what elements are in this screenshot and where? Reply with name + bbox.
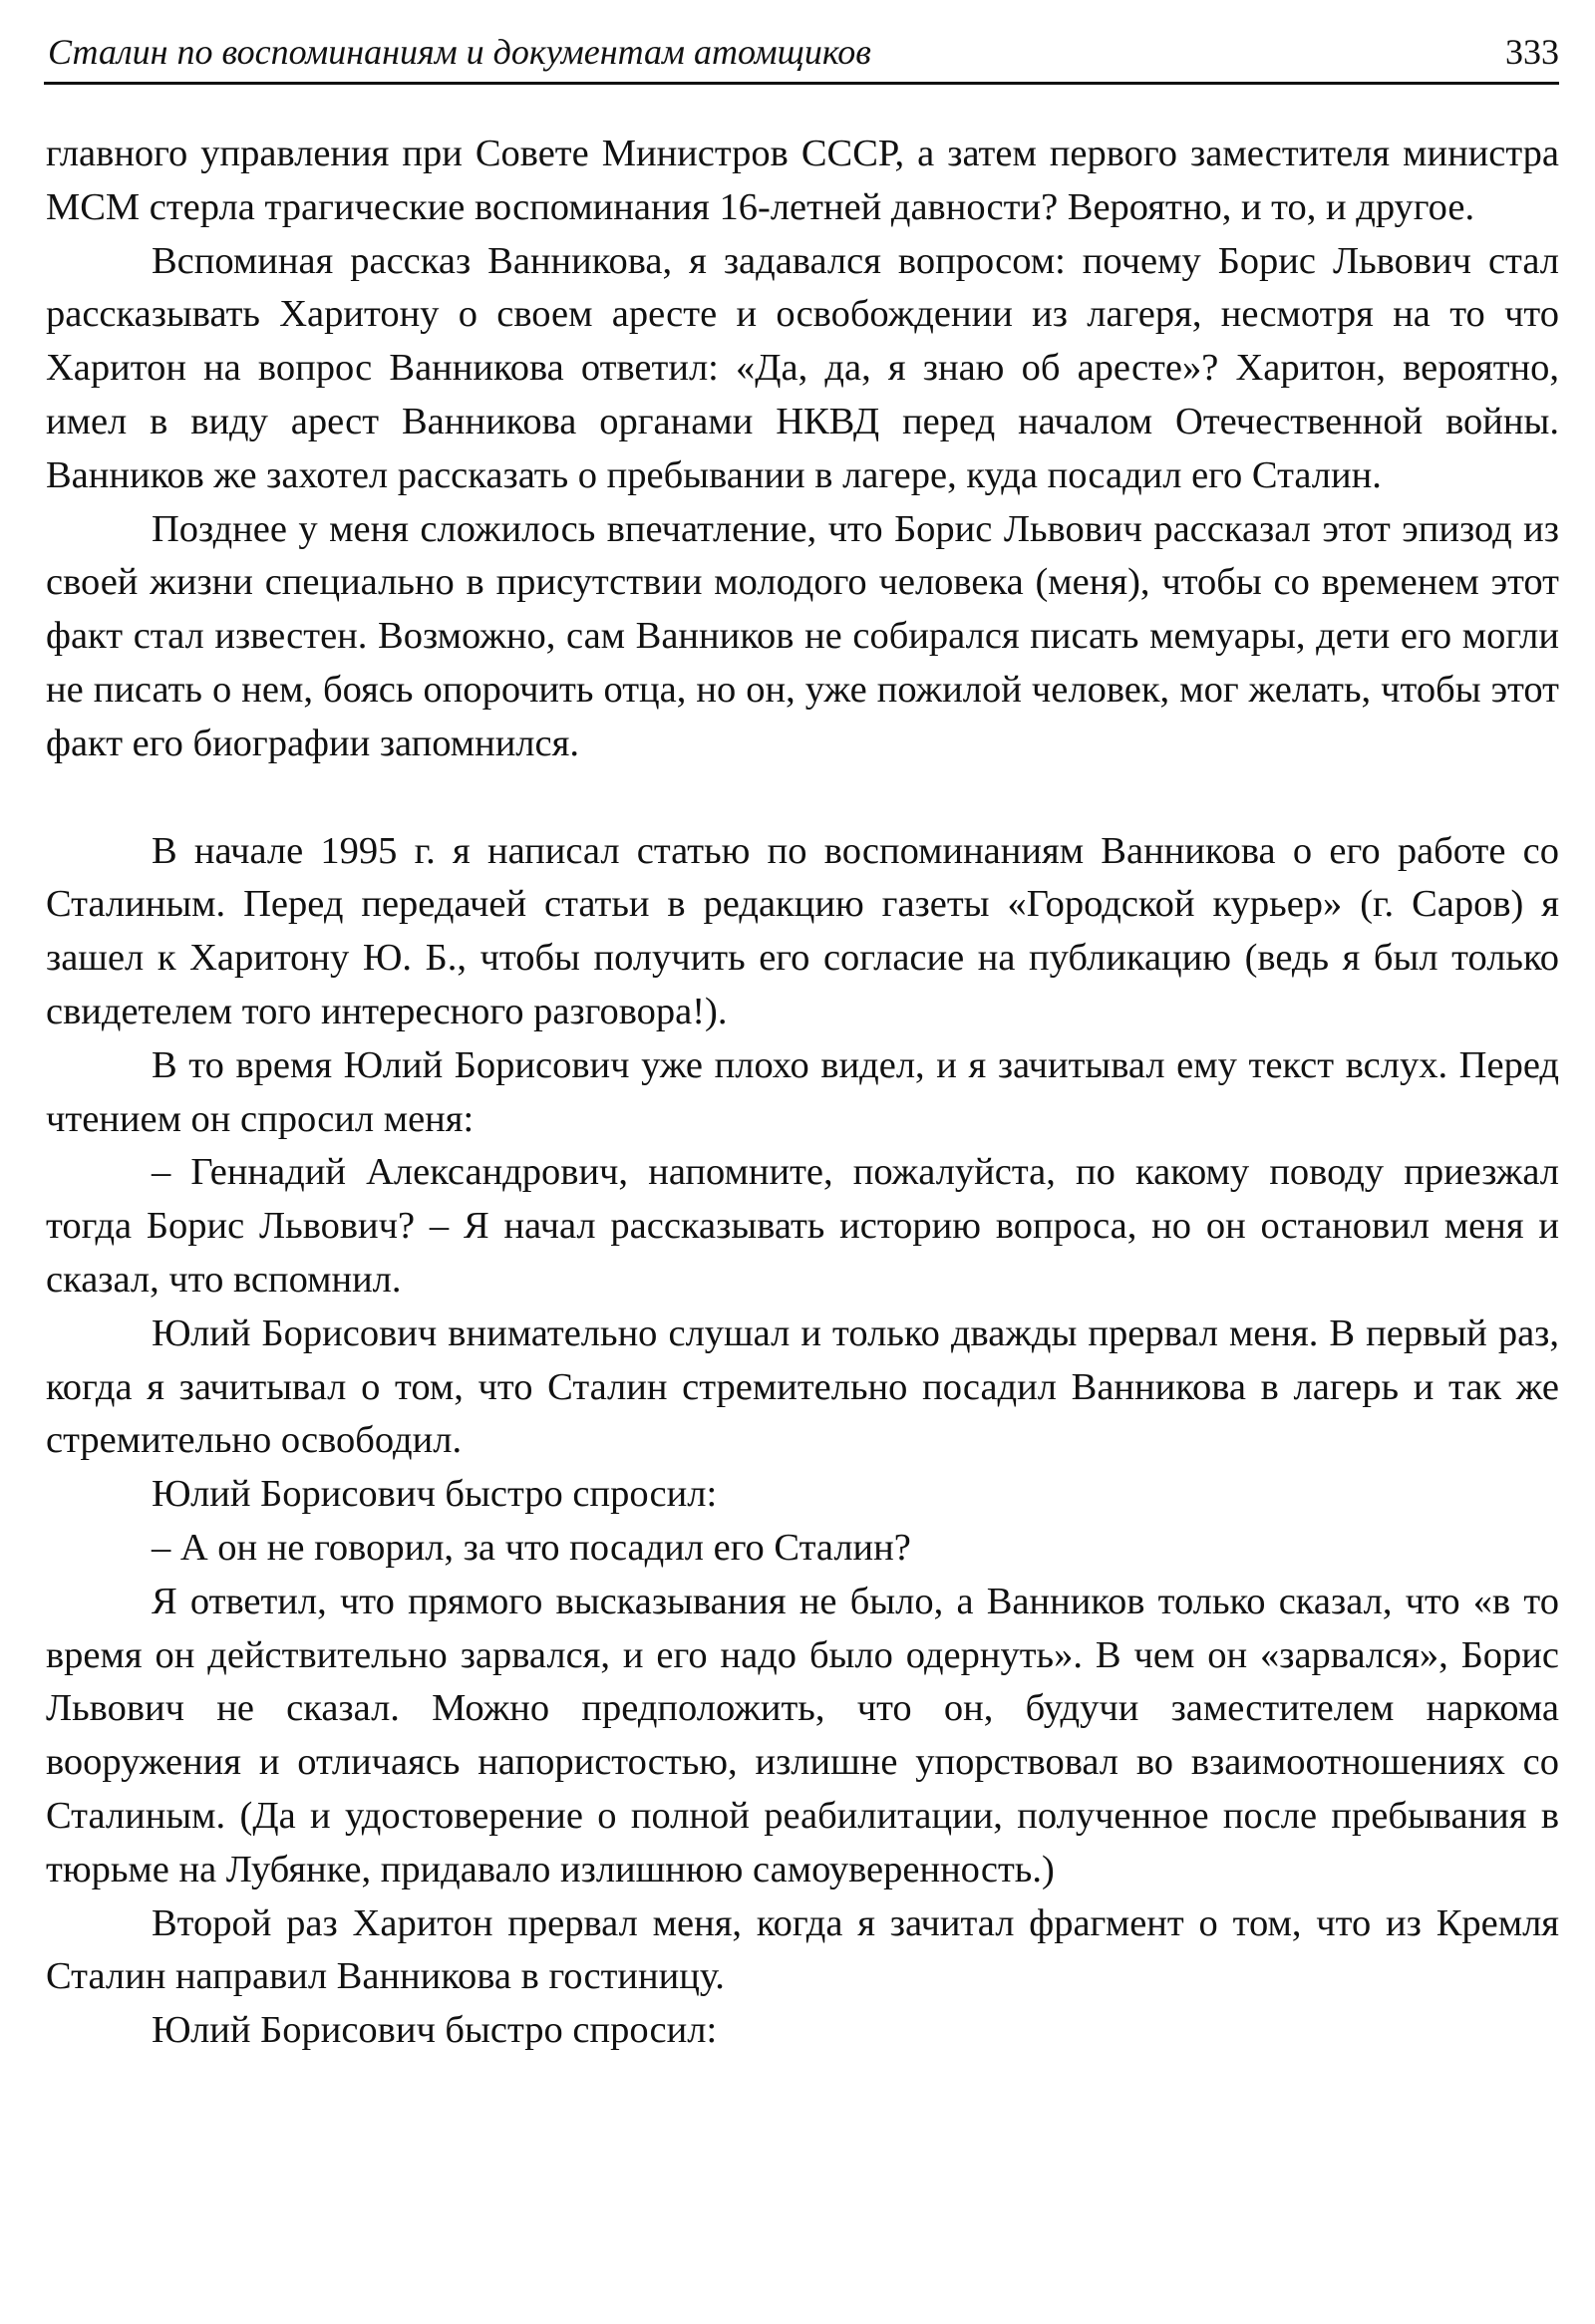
paragraph: Юлий Борисович внимательно слушал и только дважды прервал меня. В первый раз, когда я зачитывал о том, что Сталин стремительно посадил Ванникова в лагерь и так же стремительно освободил.: [46, 1311, 1559, 1462]
paragraph: Позднее у меня сложилось впечатление, что Борис Львович рассказал этот эпизод из своей жизни специально в присутствии молодого человека (меня), чтобы со временем этот факт стал известен. Возможно, сам Ванников не собирался писать мемуары, дети его могли не писать о нем, боясь опорочить отца, но он, уже пожилой человек, мог желать, чтобы этот факт его биографии запомнился.: [46, 507, 1559, 764]
paragraph: Второй раз Харитон прервал меня, когда я зачитал фрагмент о том, что из Кремля Сталин направил Ванникова в гостиницу.: [46, 1901, 1559, 1998]
dialogue-line: – А он не говорил, за что посадил его Сталин?: [152, 1526, 911, 1569]
paragraph: главного управления при Совете Министров СССР, а затем первого заместителя министра МСМ стерла трагические воспоминания 16-летней давности? Вероятно, и то, и другое.: [46, 133, 1559, 228]
paragraph: В то время Юлий Борисович уже плохо видел, и я зачитывал ему текст вслух. Перед чтением он спросил меня:: [46, 1043, 1559, 1140]
book-page: [44, 0, 1559, 2324]
running-header: [44, 26, 1559, 85]
page-number: 333: [1505, 32, 1559, 72]
dialogue-line: – Геннадий Александрович, напомните, пожалуйста, по какому поводу приезжал тогда Борис Львович? – Я начал рассказывать историю вопроса, но он остановил меня и сказал, что вспомнил.: [46, 1151, 1559, 1301]
paragraph: Вспоминая рассказ Ванникова, я задавался вопросом: почему Борис Львович стал рассказывать Харитону о своем аресте и освобождении из лагеря, несмотря на то что Харитон на вопрос Ванникова ответил: «Да, да, я знаю об аресте»? Харитон, вероятно, имел в виду арест Ванникова органами НКВД перед началом Отечественной войны. Ванников же захотел рассказать о пребывании в лагере, куда посадил его Сталин.: [46, 239, 1559, 496]
body-text: [46, 128, 1559, 2058]
paragraph: Я ответил, что прямого высказывания не было, а Ванников только сказал, что «в то время он действительно зарвался, и его надо было одернуть». В чем он «зарвался», Борис Львович не сказал. Можно предположить, что он, будучи заместителем наркома вооружения и отличаясь напористостью, излишне упорствовал во взаимоотношениях со Сталиным. (Да и удостоверение о полной реабилитации, полученное после пребывания в тюрьме на Лубянке, придавало излишнюю самоуверенность.): [46, 1580, 1559, 1890]
paragraph: Юлий Борисович быстро спросил:: [152, 2009, 718, 2052]
paragraph: Юлий Борисович быстро спросил:: [152, 1473, 718, 1516]
paragraph: В начале 1995 г. я написал статью по воспоминаниям Ванникова о его работе со Сталиным. Перед передачей статьи в редакцию газеты «Городской курьер» (г. Саров) я зашел к Харитону Ю. Б., чтобы получить его согласие на публикацию (ведь я был только свидетелем того интересного разговора!).: [46, 829, 1559, 1032]
running-title: Сталин по воспоминаниям и документам атомщиков: [48, 32, 871, 72]
